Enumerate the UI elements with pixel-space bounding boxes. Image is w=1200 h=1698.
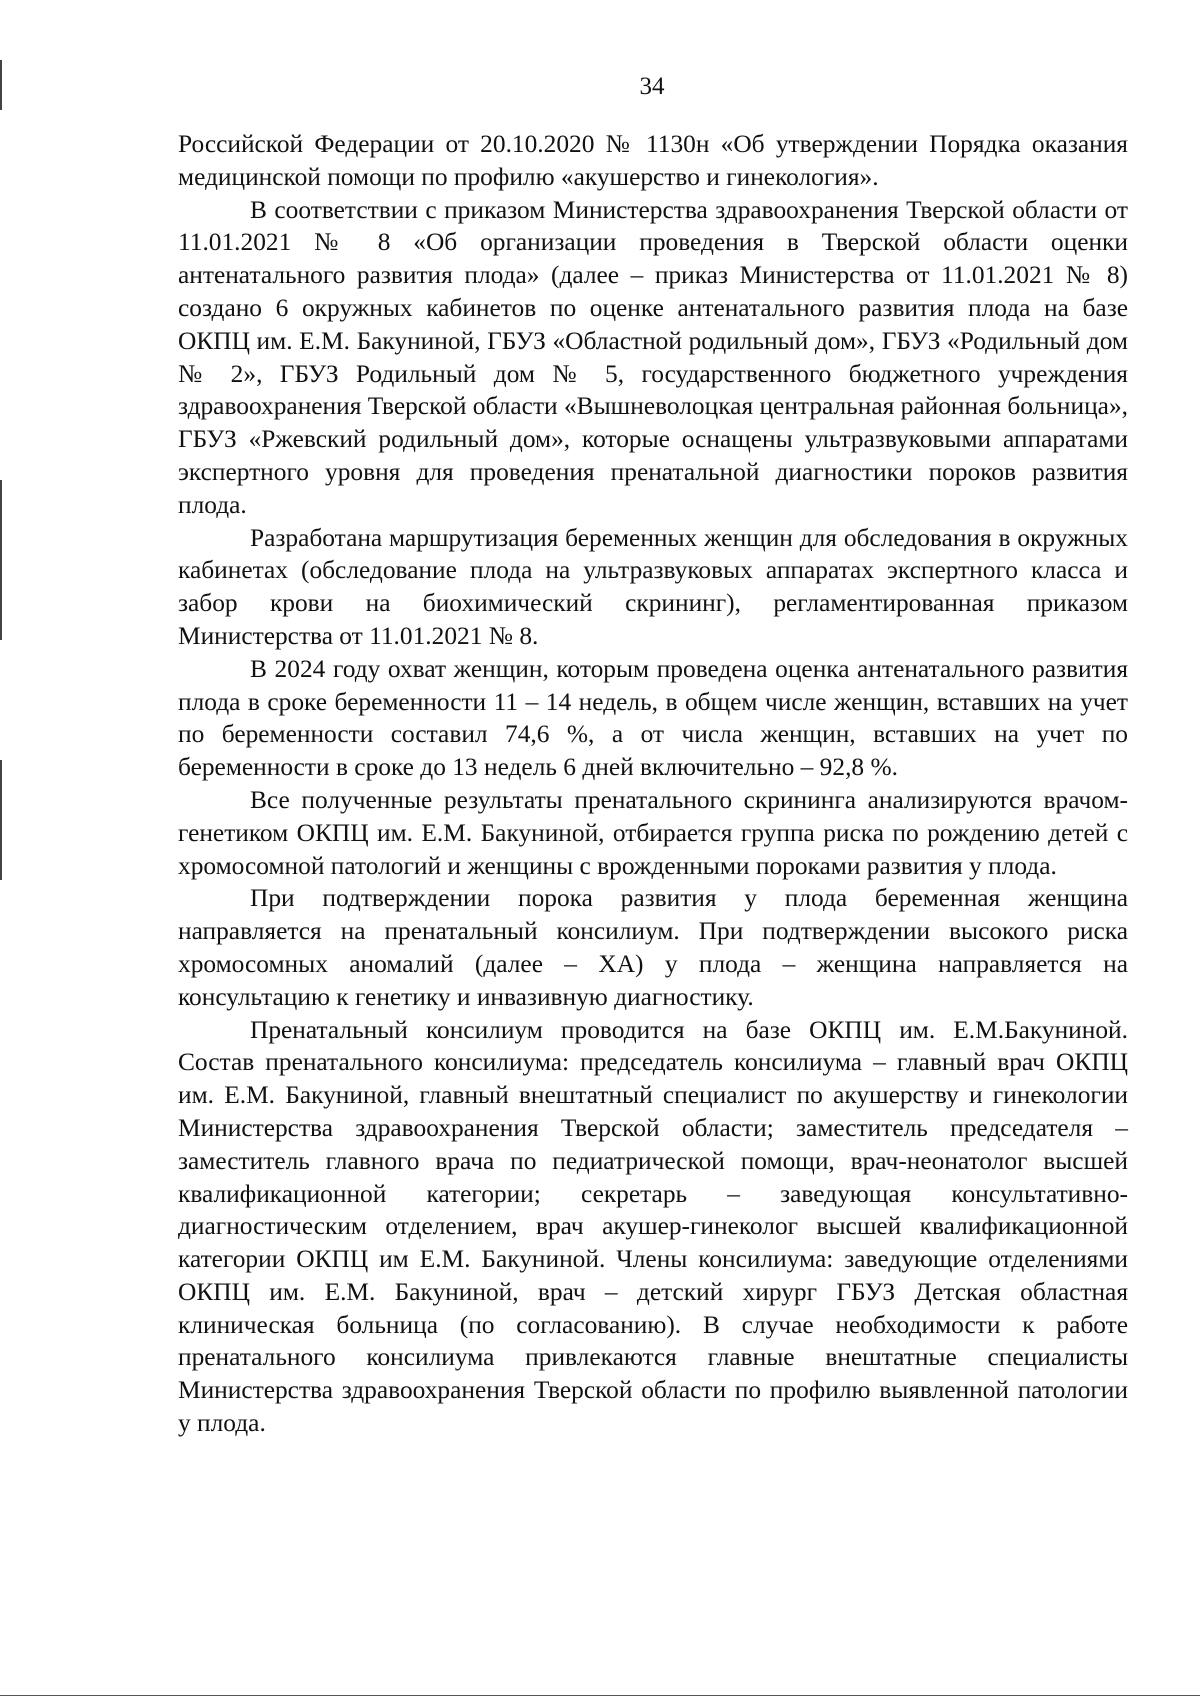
paragraph-coverage-2024: В 2024 году охват женщин, которым проведена оценка антенатального развития плода в сроке беременности 11 – 14 недель, в общем числе женщин, вставших на учет по беременности составил 74,6 %, а от числа женщин, вставших на учет по беременности в сроке до 13 недель 6 дней включительно – 92,8 %. [178,654,1128,782]
paragraph-routing: Разработана маршрутизация беременных женщин для обследования в окружных кабинетах (обследование плода на ультразвуковых аппаратах экспертного класса и забор крови на биохимический скрининг), регламентированная приказом Министерства от 11.01.2021 № 8. [178,523,1128,650]
scan-bottom-edge [0,1695,1200,1696]
page-number: 34 [639,73,665,100]
scan-edge-mark [0,480,2,640]
scan-edge-mark [0,760,2,880]
paragraph-continuation: Российской Федерации от 20.10.2020 № 1130н «Об утверждении Порядка оказания медицинской помощи по профилю «акушерство и гинекология». [178,130,1128,191]
paragraph-antenatal-offices: В соответствии с приказом Министерства здравоохранения Тверской области от 11.01.2021 № 8 «Об организации проведения в Тверской области оценки антенатального развития плода» (далее – приказ Министерства от 11.01.2021 № 8) создано 6 окружных кабинетов по оценке антенатального развития плода на базе ОКПЦ им. Е.М. Бакуниной, ГБУЗ «Областной родильный дом», ГБУЗ «Родильный дом № 2», ГБУЗ Родильный дом № 5, государственного бюджетного учреждения здравоохранения Тверской области «Вышневолоцкая центральная районная больница», ГБУЗ «Ржевский родильный дом», которые оснащены ультразвуковыми аппаратами экспертного уровня для проведения пренатальной диагностики пороков развития плода. [178,195,1128,519]
document-body [178,128,1128,1440]
paragraph-council-composition: Пренатальный консилиум проводится на базе ОКПЦ им. Е.М.Бакуниной. Состав пренатального консилиума: председатель консилиума – главный врач ОКПЦ им. Е.М. Бакуниной, главный внештатный специалист по акушерству и гинекологии Министерства здравоохранения Тверской области; заместитель председателя – заместитель главного врача по педиатрической помощи, врач-неонатолог высшей квалификационной категории; секретарь – заведующая консультативно-диагностическим отделением, врач акушер-гинеколог высшей квалификационной категории ОКПЦ им Е.М. Бакуниной. Члены консилиума: заведующие отделениями ОКПЦ им. Е.М. Бакуниной, врач – детский хирург ГБУЗ Детская областная клиническая больница (по согласованию). В случае необходимости к работе пренатального консилиума привлекаются главные внештатные специалисты Министерства здравоохранения Тверской области по профилю выявленной патологии у плода. [178,1015,1128,1438]
paragraph-screening-analysis: Все полученные результаты пренатального скрининга анализируются врачом-генетиком ОКПЦ им. Е.М. Бакуниной, отбирается группа риска по рождению детей с хромосомной патологий и женщины с врожденными пороками развития у плода. [178,785,1128,880]
paragraph-confirmation: При подтверждении порока развития у плода беременная женщина направляется на пренатальный консилиум. При подтверждении высокого риска хромосомных аномалий (далее – ХА) у плода – женщина направляется на консультацию к генетику и инвазивную диагностику. [178,884,1128,1011]
